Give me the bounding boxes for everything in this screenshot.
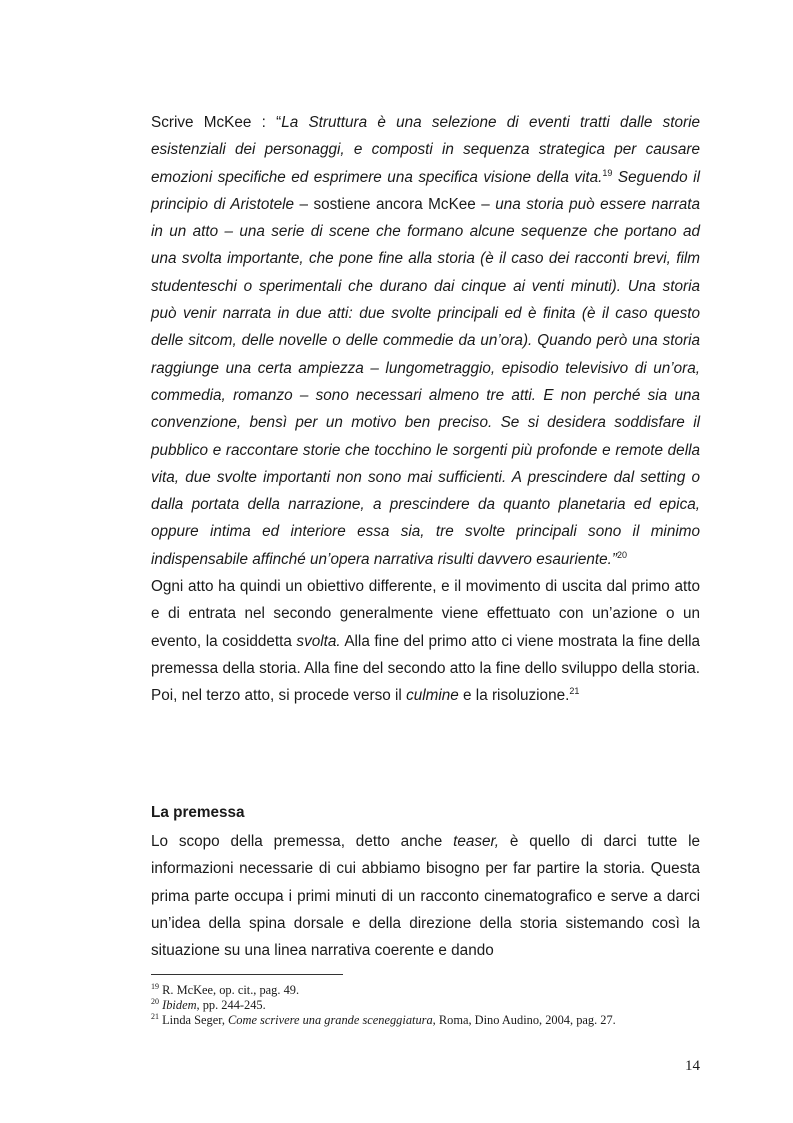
footnote-text: Roma, Dino Audino, 2004, pag. 27. xyxy=(435,1013,616,1027)
footnote-20 xyxy=(151,998,711,1013)
footnote-number: 19 xyxy=(151,981,159,991)
footnote-separator xyxy=(151,974,343,975)
footnote-19 xyxy=(151,983,711,998)
text-span: e la risoluzione. xyxy=(458,687,570,705)
text-span: Alla fine del primo atto ci viene mostrata la fine della premessa della storia. Alla fine del secondo atto la fine dello sviluppo della storia. Poi, nel terzo atto, si procede verso il xyxy=(151,632,700,705)
text-span: è quello di darci tutte le informazioni necessarie di cui abbiamo bisogno per far partire la storia. Questa prima parte occupa i primi minuti di un racconto cinematografico e serve a darci un’idea della spina dorsale e della direzione della storia sistemando così la situazione su una linea narrativa coerente e dando xyxy=(151,833,700,960)
text-span: Lo scopo della premessa, detto anche xyxy=(151,833,454,850)
footnote-ref-21: 21 xyxy=(569,686,580,697)
page-number: 14 xyxy=(685,1058,700,1074)
quote-italic: una storia può essere narrata in un atto – una serie di scene che formano alcune sequenze che portano ad una svolta importante, che pone fine alla storia (è il caso dei racconti brevi, film studenteschi o sperimentali che durano dai cinque ai venti minuti). Una storia può venir narrata in due atti: due svolte principali ed è finita (è il caso questo delle sitcom, delle novelle o delle commedie da un’ora). Quando però una storia raggiunge una certa ampiezza – lungometraggio, episodio televisivo di un’ora, commedia, romanzo – sono necessari almeno tre atti. E non perché sia una convenzione, bensì per un motivo ben preciso. Se si desidera soddisfare il pubblico e raccontare storie che tocchino le sorgenti più profonde e remote della vita, due svolte importanti non sono mai sufficienti. A prescindere dal setting o dalla portata della narrazione, a prescindere da quanto planetaria ed epica, oppure intima ed interiore essa sia, tre svolte principali sono il minimo indispensabile affinché un’opera narrativa risulti davvero esauriente.” xyxy=(151,195,700,568)
section-heading: La premessa xyxy=(151,804,245,821)
term-italic: teaser, xyxy=(453,833,500,850)
text-span: Scrive McKee : “ xyxy=(151,114,282,131)
footnote-21 xyxy=(151,1013,711,1028)
term-italic: svolta. xyxy=(296,632,341,650)
text-span: – sostiene ancora McKee – xyxy=(294,195,496,213)
body-paragraph-1 xyxy=(151,109,700,710)
footnote-ref-20: 20 xyxy=(616,549,627,560)
footnote-number: 20 xyxy=(151,996,159,1006)
footnote-text-italic: Come scrivere una grande sceneggiatura, xyxy=(228,1013,436,1027)
footnote-text-italic: Ibidem, xyxy=(162,998,200,1012)
footnote-ref-19: 19 xyxy=(602,167,613,178)
quote-italic: La Struttura è una selezione di eventi tratti dalle storie esistenziali dei personaggi, e composti in sequenza strategica per causare emozioni specifiche ed esprimere una specifica visione della vita. xyxy=(151,114,700,186)
term-italic: culmine xyxy=(406,687,459,705)
footnote-text: Linda Seger, xyxy=(162,1013,229,1027)
footnote-text: pp. 244-245. xyxy=(199,998,266,1012)
body-paragraph-2 xyxy=(151,828,700,964)
quote-italic: Seguendo il principio di Aristotele xyxy=(151,168,700,213)
footnote-number: 21 xyxy=(151,1011,159,1021)
text-span: Ogni atto ha quindi un obiettivo differente, e il movimento di uscita dal primo atto e di entrata nel secondo generalmente viene effettuato con un’azione o un evento, la cosiddetta xyxy=(151,578,700,650)
footnote-text: R. McKee, op. cit., pag. 49. xyxy=(162,983,300,997)
